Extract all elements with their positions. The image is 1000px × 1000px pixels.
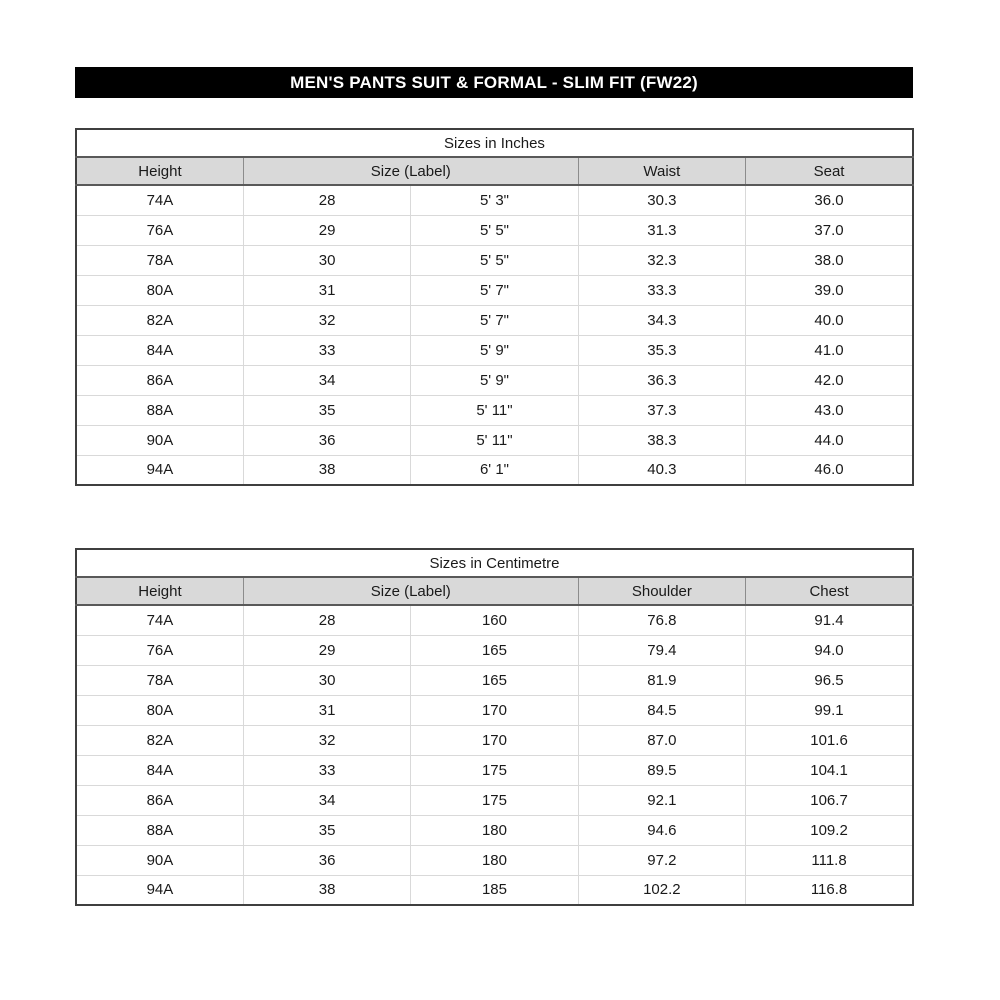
table-cell: 35	[243, 815, 410, 845]
table-cell: 39.0	[746, 275, 913, 305]
table-row	[76, 605, 913, 635]
table-cell: 5' 5"	[411, 215, 578, 245]
table-cell: 91.4	[746, 605, 913, 635]
table-cell: 29	[243, 215, 410, 245]
column-header-height: Height	[76, 577, 243, 605]
table-cell: 175	[411, 755, 578, 785]
table-cell: 94.6	[578, 815, 745, 845]
table-row	[76, 815, 913, 845]
table-row	[76, 455, 913, 485]
table-title-row	[76, 549, 913, 577]
column-header-waist: Waist	[578, 157, 745, 185]
table-cell: 86A	[76, 785, 243, 815]
table-cell: 88A	[76, 815, 243, 845]
column-header-shoulder: Shoulder	[578, 577, 745, 605]
table-cell: 160	[411, 605, 578, 635]
table-cell: 34.3	[578, 305, 745, 335]
table-cell: 31	[243, 275, 410, 305]
table-cell: 37.3	[578, 395, 745, 425]
table-row	[76, 275, 913, 305]
table-cell: 102.2	[578, 875, 745, 905]
table-row	[76, 755, 913, 785]
table-cell: 94A	[76, 455, 243, 485]
table-row	[76, 875, 913, 905]
table-cell: 90A	[76, 845, 243, 875]
table-cell: 116.8	[746, 875, 913, 905]
centimetre-table-section	[75, 548, 914, 906]
table-cell: 6' 1"	[411, 455, 578, 485]
table-title: Sizes in Centimetre	[76, 549, 913, 577]
table-cell: 5' 9"	[411, 335, 578, 365]
table-cell: 5' 3"	[411, 185, 578, 215]
table-cell: 84A	[76, 755, 243, 785]
centimetre-table-body	[76, 605, 913, 905]
table-row	[76, 785, 913, 815]
table-cell: 84.5	[578, 695, 745, 725]
table-cell: 32	[243, 305, 410, 335]
table-row	[76, 365, 913, 395]
table-cell: 33	[243, 755, 410, 785]
table-cell: 44.0	[746, 425, 913, 455]
table-header-row	[76, 157, 913, 185]
table-cell: 94.0	[746, 635, 913, 665]
table-cell: 5' 7"	[411, 275, 578, 305]
table-cell: 40.3	[578, 455, 745, 485]
table-cell: 37.0	[746, 215, 913, 245]
table-cell: 28	[243, 185, 410, 215]
table-cell: 79.4	[578, 635, 745, 665]
table-cell: 36.0	[746, 185, 913, 215]
table-cell: 5' 11"	[411, 425, 578, 455]
table-cell: 165	[411, 635, 578, 665]
table-row	[76, 635, 913, 665]
table-row	[76, 425, 913, 455]
column-header-height: Height	[76, 157, 243, 185]
table-cell: 80A	[76, 695, 243, 725]
table-cell: 35	[243, 395, 410, 425]
table-cell: 84A	[76, 335, 243, 365]
table-cell: 97.2	[578, 845, 745, 875]
table-cell: 43.0	[746, 395, 913, 425]
table-row	[76, 185, 913, 215]
table-cell: 36	[243, 845, 410, 875]
inches-table-section	[75, 128, 914, 486]
table-cell: 36	[243, 425, 410, 455]
table-cell: 185	[411, 875, 578, 905]
table-cell: 33	[243, 335, 410, 365]
inches-table	[75, 128, 914, 486]
column-header-size-label: Size (Label)	[243, 577, 578, 605]
table-cell: 28	[243, 605, 410, 635]
table-cell: 5' 9"	[411, 365, 578, 395]
table-row	[76, 665, 913, 695]
table-cell: 30	[243, 665, 410, 695]
table-cell: 89.5	[578, 755, 745, 785]
table-cell: 31	[243, 695, 410, 725]
table-cell: 99.1	[746, 695, 913, 725]
table-row	[76, 695, 913, 725]
table-cell: 78A	[76, 665, 243, 695]
page-title: MEN'S PANTS SUIT & FORMAL - SLIM FIT (FW22)	[75, 67, 913, 98]
table-cell: 35.3	[578, 335, 745, 365]
column-header-size-label: Size (Label)	[243, 157, 578, 185]
centimetre-table	[75, 548, 914, 906]
table-row	[76, 245, 913, 275]
table-cell: 101.6	[746, 725, 913, 755]
table-cell: 36.3	[578, 365, 745, 395]
table-cell: 38.3	[578, 425, 745, 455]
table-cell: 175	[411, 785, 578, 815]
table-cell: 82A	[76, 725, 243, 755]
table-cell: 40.0	[746, 305, 913, 335]
table-cell: 170	[411, 725, 578, 755]
table-cell: 34	[243, 365, 410, 395]
inches-table-body	[76, 185, 913, 485]
table-title-row	[76, 129, 913, 157]
table-cell: 106.7	[746, 785, 913, 815]
table-cell: 76.8	[578, 605, 745, 635]
table-cell: 30.3	[578, 185, 745, 215]
table-cell: 5' 7"	[411, 305, 578, 335]
table-cell: 78A	[76, 245, 243, 275]
table-cell: 80A	[76, 275, 243, 305]
table-cell: 96.5	[746, 665, 913, 695]
table-cell: 41.0	[746, 335, 913, 365]
table-cell: 46.0	[746, 455, 913, 485]
table-cell: 30	[243, 245, 410, 275]
table-cell: 81.9	[578, 665, 745, 695]
table-cell: 170	[411, 695, 578, 725]
table-cell: 165	[411, 665, 578, 695]
table-cell: 76A	[76, 215, 243, 245]
table-cell: 109.2	[746, 815, 913, 845]
table-cell: 90A	[76, 425, 243, 455]
table-row	[76, 215, 913, 245]
table-cell: 92.1	[578, 785, 745, 815]
table-row	[76, 845, 913, 875]
table-cell: 5' 5"	[411, 245, 578, 275]
table-cell: 33.3	[578, 275, 745, 305]
column-header-chest: Chest	[746, 577, 913, 605]
table-cell: 29	[243, 635, 410, 665]
table-cell: 74A	[76, 605, 243, 635]
table-cell: 32.3	[578, 245, 745, 275]
table-cell: 74A	[76, 185, 243, 215]
table-cell: 76A	[76, 635, 243, 665]
table-cell: 31.3	[578, 215, 745, 245]
table-row	[76, 305, 913, 335]
table-cell: 32	[243, 725, 410, 755]
table-cell: 38.0	[746, 245, 913, 275]
column-header-seat: Seat	[746, 157, 913, 185]
table-cell: 82A	[76, 305, 243, 335]
table-cell: 38	[243, 455, 410, 485]
table-cell: 5' 11"	[411, 395, 578, 425]
table-cell: 87.0	[578, 725, 745, 755]
table-cell: 94A	[76, 875, 243, 905]
table-row	[76, 725, 913, 755]
table-title: Sizes in Inches	[76, 129, 913, 157]
table-cell: 86A	[76, 365, 243, 395]
table-cell: 42.0	[746, 365, 913, 395]
table-cell: 34	[243, 785, 410, 815]
table-row	[76, 335, 913, 365]
table-cell: 88A	[76, 395, 243, 425]
table-cell: 104.1	[746, 755, 913, 785]
table-cell: 180	[411, 815, 578, 845]
table-cell: 111.8	[746, 845, 913, 875]
table-cell: 38	[243, 875, 410, 905]
table-row	[76, 395, 913, 425]
table-cell: 180	[411, 845, 578, 875]
table-header-row	[76, 577, 913, 605]
